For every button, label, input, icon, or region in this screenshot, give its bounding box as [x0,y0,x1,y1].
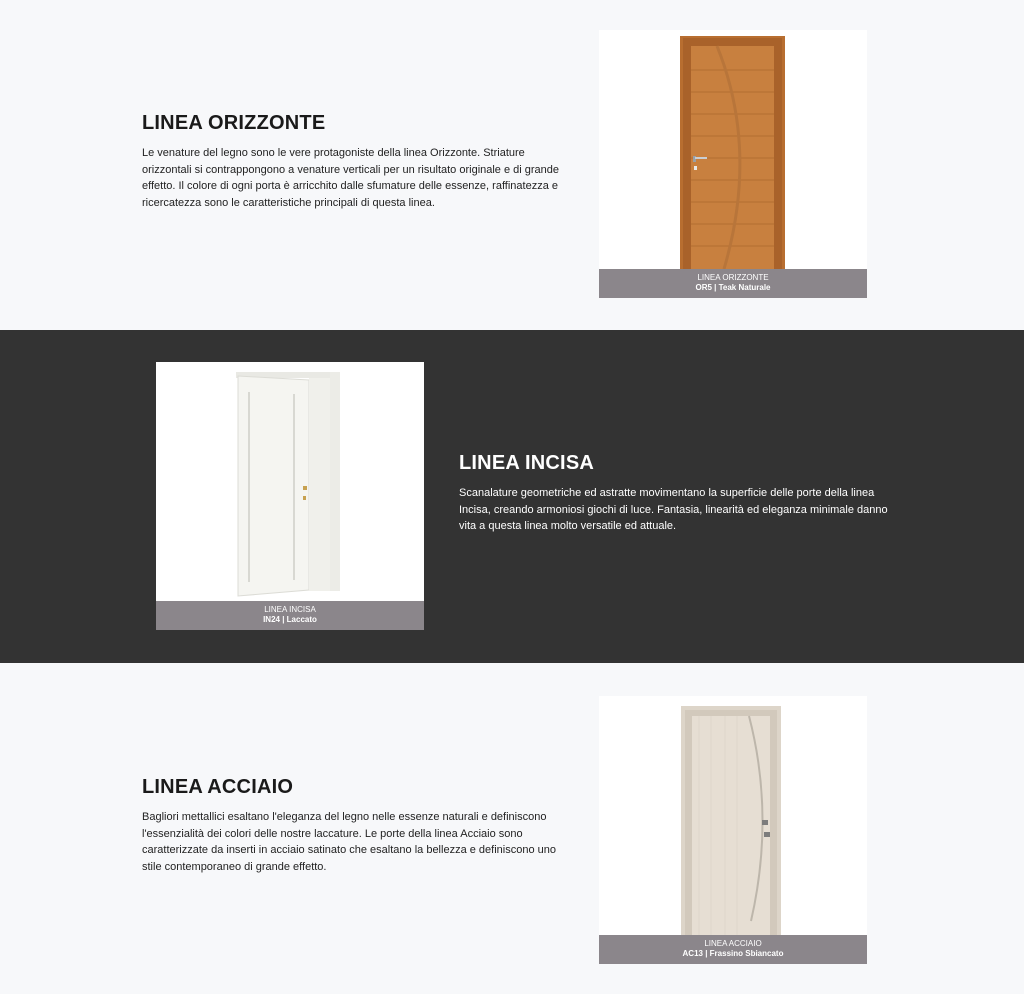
section-linea-acciaio [0,663,1024,994]
caption-code: IN24 | Laccato [263,615,317,624]
product-caption [599,269,867,298]
caption-line: LINEA ACCIAIO [704,939,762,948]
door-image [156,362,424,601]
section-linea-incisa [0,330,1024,663]
caption-code: OR5 | Teak Naturale [695,283,771,292]
product-card[interactable] [599,30,867,298]
door-image [599,30,867,269]
product-caption [156,601,424,630]
section-title: LINEA INCISA [459,452,594,474]
section-linea-orizzonte [0,0,1024,330]
text-block [142,776,572,875]
section-description: Scanalature geometriche ed astratte movimentano la superficie delle porte della linea Incisa, creando armoniosi giochi di luce. Fantasia, linearità ed eleganza minimale danno vita a questa linea molto versatile ed attuale. [459,487,888,532]
caption-line: LINEA INCISA [264,605,316,614]
caption-code: AC13 | Frassino Sbiancato [682,949,784,958]
text-block [459,452,899,535]
section-title: LINEA ORIZZONTE [142,112,326,134]
door-image [599,696,867,935]
section-description: Bagliori mettallici esaltano l'eleganza del legno nelle essenze naturali e definiscono l'essenzialità dei colori delle nostre laccature. Le porte della linea Acciaio sono caratterizzate da inserti in acciaio satinato che esaltano la bellezza e definiscono uno stile contemporaneo di grande effetto. [142,811,556,873]
section-description: Le venature del legno sono le vere protagoniste della linea Orizzonte. Striature orizzontali si contrappongono a venature verticali per un risultato originale e di grande effetto. Il colore di ogni porta è arricchito dalle sfumature delle essenze, raffinatezza e ricercatezza sono le caratteristiche principali di questa linea. [142,147,560,209]
product-card[interactable] [156,362,424,630]
caption-line: LINEA ORIZZONTE [697,273,769,282]
product-caption [599,935,867,964]
section-title: LINEA ACCIAIO [142,776,294,798]
text-block [142,112,572,211]
product-card[interactable] [599,696,867,964]
